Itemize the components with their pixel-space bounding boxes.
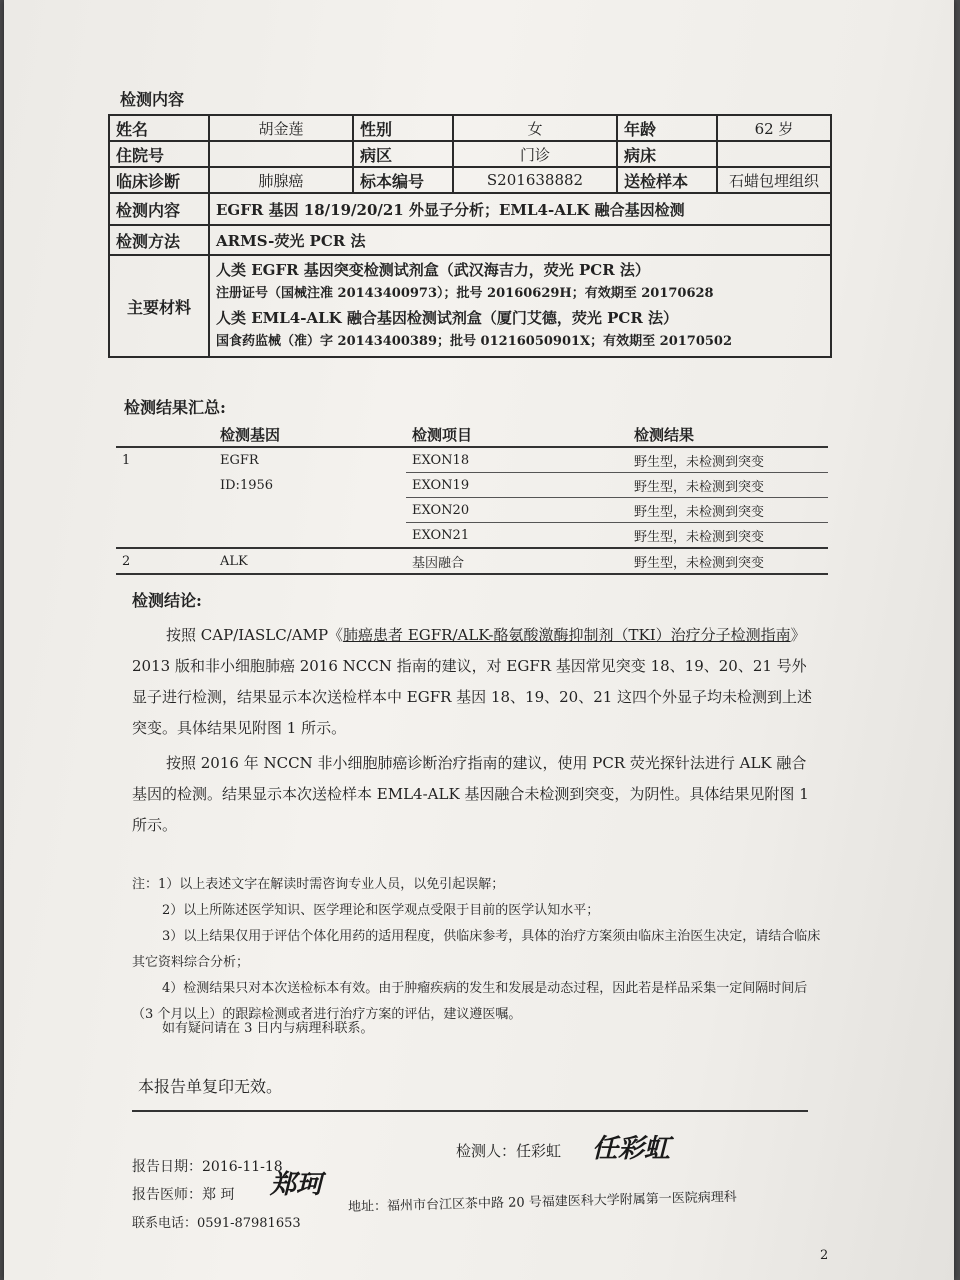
diagnosis-value: 肺腺癌	[209, 167, 353, 193]
doctor-signature: 郑珂	[270, 1170, 323, 1200]
bed-value	[717, 141, 831, 167]
test-content-value: EGFR 基因 18/19/20/21 外显子分析；EML4-ALK 融合基因检测	[209, 193, 831, 225]
note-1: 注：1）以上表述文字在解读时需咨询专业人员，以免引起误解；	[132, 877, 505, 892]
gene-id: ID:1956	[220, 477, 274, 493]
conclusion-p1-rest: 》2013 版和非小细胞肺癌 2016 NCCN 指南的建议，对 EGFR 基因常见突变 18、19、20、21 号外显子进行检测，结果显示本次送检样本中 EGFR 基因 18、19、20、21 这四个外显子均未检测到上述突变。具体结果见附图 1 所示。	[132, 626, 813, 737]
materials-label: 主要材料	[109, 255, 209, 357]
section-title-content: 检测内容	[120, 90, 185, 109]
specimen-number: S201638882	[453, 167, 617, 193]
row-number: 1	[122, 452, 131, 468]
results-header-result: 检测结果	[628, 422, 828, 447]
sample-label: 送检样本	[617, 167, 717, 193]
patient-name: 胡金莲	[209, 115, 353, 141]
table-row	[116, 548, 828, 574]
table-row	[116, 498, 828, 523]
patient-sex: 女	[453, 115, 617, 141]
report-doctor: 报告医师：郑 珂	[132, 1187, 235, 1203]
method-value: ARMS-荧光 PCR 法	[209, 225, 831, 255]
sex-label: 性别	[353, 115, 453, 141]
table-row	[116, 447, 828, 473]
ward-label: 病区	[353, 141, 453, 167]
results-header-row	[116, 422, 828, 447]
result-value: 野生型，未检测到突变	[628, 473, 828, 498]
page-number: 2	[820, 1248, 829, 1263]
note-3: 3）以上结果仅用于评估个体化用药的适用程度，供临床参考，具体的治疗方案须由临床主治医生决定，请结合临床其它资料综合分析；	[132, 929, 821, 970]
tester-signature: 任彩虹	[592, 1134, 671, 1164]
results-table	[116, 422, 828, 575]
no-copy-notice: 本报告单复印无效。	[138, 1077, 283, 1096]
diagnosis-label: 临床诊断	[109, 167, 209, 193]
result-value: 野生型，未检测到突变	[628, 548, 828, 574]
guideline-title: 肺癌患者 EGFR/ALK-酪氨酸激酶抑制剂（TKI）治疗分子检测指南	[343, 626, 791, 644]
footer-divider	[132, 1110, 808, 1112]
section-title-summary: 检测结果汇总:	[124, 398, 226, 417]
conclusion-paragraph-2: 按照 2016 年 NCCN 非小细胞肺癌诊断治疗指南的建议，使用 PCR 荧光探针法进行 ALK 融合基因的检测。结果显示本次送检样本 EML4-ALK 基因融合未检测到突变，为阴性。具体结果见附图 1 所示。	[132, 754, 809, 834]
material-line-1: 人类 EGFR 基因突变检测试剂盒（武汉海吉力，荧光 PCR 法）	[216, 261, 650, 279]
method-label: 检测方法	[109, 225, 209, 255]
project-name: EXON19	[406, 473, 628, 498]
info-row-4	[109, 193, 831, 225]
material-line-4: 国食药监械（准）字 20143400389；批号 01216050901X；有效期至 20170502	[216, 334, 733, 349]
table-row	[116, 523, 828, 549]
name-label: 姓名	[109, 115, 209, 141]
material-line-2: 注册证号（国械注准 20143400973）；批号 20160629H；有效期至 20170628	[216, 286, 714, 301]
table-row	[116, 473, 828, 498]
project-name: EXON18	[406, 447, 628, 473]
project-name: EXON20	[406, 498, 628, 523]
tester-label: 检测人：任彩虹	[456, 1142, 562, 1160]
section-title-conclusion: 检测结论:	[132, 591, 202, 610]
result-value: 野生型，未检测到突变	[628, 498, 828, 523]
row-number: 2	[116, 548, 214, 574]
project-name: 基因融合	[406, 548, 628, 574]
info-row-5	[109, 225, 831, 255]
address: 地址：福州市台江区茶中路 20 号福建医科大学附属第一医院病理科	[347, 1189, 737, 1215]
patient-age: 62 岁	[717, 115, 831, 141]
result-value: 野生型，未检测到突变	[628, 523, 828, 549]
gene-name: ALK	[214, 548, 406, 574]
patient-info-table	[108, 114, 832, 358]
info-row-3	[109, 167, 831, 193]
results-header-no	[116, 422, 214, 447]
bed-label: 病床	[617, 141, 717, 167]
age-label: 年龄	[617, 115, 717, 141]
sample-value: 石蜡包埋组织	[717, 167, 831, 193]
report-date: 报告日期：2016-11-18	[132, 1159, 283, 1175]
gene-name: EGFR	[220, 452, 259, 468]
note-4: 4）检测结果只对本次送检标本有效。由于肿瘤疾病的发生和发展是动态过程，因此若是样品采集一定间隔时间后（3 个月以上）的跟踪检测或者进行治疗方案的评估，建议遵医嘱。	[132, 981, 808, 1022]
admission-number	[209, 141, 353, 167]
test-content-label: 检测内容	[109, 193, 209, 225]
note-2: 2）以上所陈述医学知识、医学理论和医学观点受限于目前的医学认知水平；	[162, 903, 600, 918]
note-5: 如有疑问请在 3 日内与病理科联系。	[162, 1021, 374, 1036]
info-row-6	[109, 255, 831, 357]
result-value: 野生型，未检测到突变	[628, 447, 828, 473]
info-row-2	[109, 141, 831, 167]
materials-cell	[209, 255, 831, 357]
project-name: EXON21	[406, 523, 628, 549]
conclusion-p1-prefix: 按照 CAP/IASLC/AMP《	[166, 626, 344, 644]
contact-phone: 联系电话：0591-87981653	[132, 1216, 301, 1231]
ward-value: 门诊	[453, 141, 617, 167]
results-header-project: 检测项目	[406, 422, 628, 447]
conclusion-paragraph-1	[132, 620, 820, 744]
report-page	[4, 0, 954, 1280]
results-header-gene: 检测基因	[214, 422, 406, 447]
admission-label: 住院号	[109, 141, 209, 167]
specimen-no-label: 标本编号	[353, 167, 453, 193]
material-line-3: 人类 EML4-ALK 融合基因检测试剂盒（厦门艾德，荧光 PCR 法）	[216, 309, 679, 327]
info-row-1	[109, 115, 831, 141]
